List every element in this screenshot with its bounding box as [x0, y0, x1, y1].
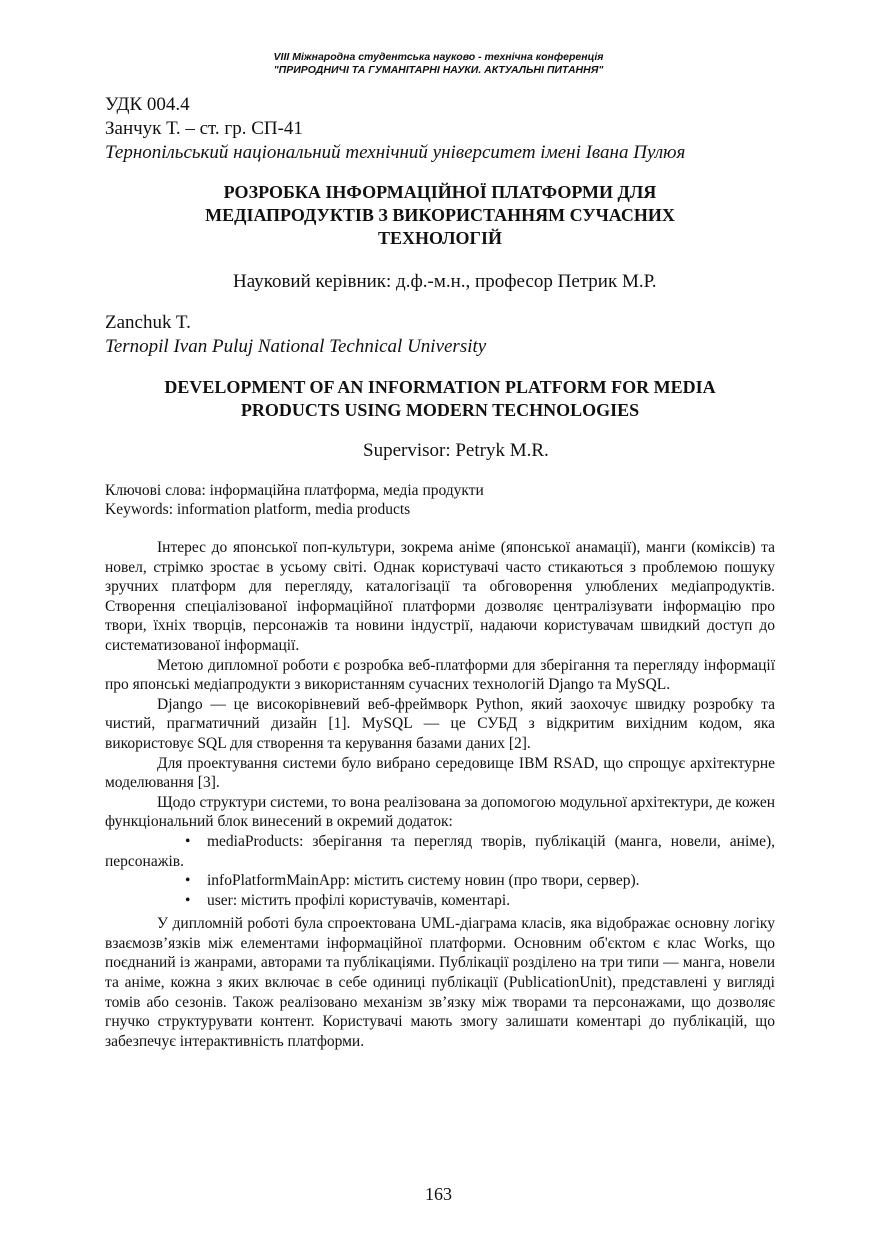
title-ua-line: ТЕХНОЛОГІЙ [378, 228, 502, 248]
university-en: Ternopil Ivan Puluj National Technical University [105, 336, 487, 357]
body-paragraph: У дипломній роботі була спроектована UML-діаграма класів, яка відображає основну логіку взаємозв’язків між елементами інформаційної платформи. Основним об'єктом є клас Works, що поєднаний із жанрами, авторами та публікаціями. Публікації розділено на три типи — манга, новели та аніме, кожна з яких включає в себе одиниці публікації (PublicationUnit), представлені у вигляді томів або сезонів. Також реалізовано механізм зв’язку між творами та персонажами, що дозволяє гнучко структурувати контент. Користувачі мають змогу залишати коментарі до публікацій, що забезпечує інтерактивність платформи. [105, 915, 775, 1050]
article-body [105, 538, 775, 1051]
conference-header [0, 51, 877, 77]
body-paragraph: Django — це високорівневий веб-фреймворк Python, який заохочує швидку розробку та чистий, прагматичний дизайн [1]. MySQL — це СУБД з відкритим вихідним кодом, яка використовує SQL для створення та керування базами даних [2]. [105, 695, 775, 752]
module-list [105, 832, 775, 910]
body-paragraph: Щодо структури системи, то вона реалізована за допомогою модульної архітектури, де кожен функціональний блок винесений в окремий додаток: [105, 793, 775, 831]
author-en: Zanchuk T. [105, 312, 191, 333]
list-item [105, 891, 775, 911]
page-number: 163 [425, 1184, 452, 1204]
author-ua: Занчук Т. – ст. гр. СП-41 [105, 118, 303, 139]
conference-theme: "ПРИРОДНИЧІ ТА ГУМАНІТАРНІ НАУКИ. АКТУАЛЬНІ ПИТАННЯ" [273, 64, 604, 76]
title-ua [105, 181, 775, 250]
bullet-icon: • [185, 872, 191, 890]
supervisor-en: Supervisor: Petryk M.R. [363, 440, 549, 461]
supervisor-ua: Науковий керівник: д.ф.-м.н., професор Петрик М.Р. [233, 271, 657, 292]
body-paragraph: Інтерес до японської поп-культури, зокрема аніме (японської анамації), манги (коміксів) та новел, стрімко зростає в усьому світі. Однак користувачі часто стикаються з проблемою пошуку зручних платформ для перегляду, каталогізації та обговорення улюблених медіапродуктів. Створення спеціалізованої інформаційної платформи дозволяє централізувати інформацію про твори, їхніх творців, персонажів та новини індустрії, надаючи користувачам швидкий доступ до систематизованої інформації. [105, 539, 775, 654]
list-item-text: user: містить профілі користувачів, коментарі. [207, 891, 511, 909]
body-paragraph: Метою дипломної роботи є розробка веб-платформи для зберігання та перегляду інформації про японські медіапродукти з використанням сучасних технологій Django та MySQL. [105, 656, 775, 694]
list-item [105, 832, 775, 871]
list-item [105, 871, 775, 891]
title-ua-line: МЕДІАПРОДУКТІВ З ВИКОРИСТАННЯМ СУЧАСНИХ [205, 205, 675, 225]
keywords-en: Keywords: information platform, media products [105, 501, 411, 518]
conference-name: VIII Міжнародна студентська науково - технічна конференція [273, 51, 604, 63]
keywords-ua: Ключові слова: інформаційна платформа, медіа продукти [105, 482, 484, 499]
body-paragraph: Для проектування системи було вибрано середовище IBM RSAD, що спрощує архітектурне моделювання [3]. [105, 754, 775, 792]
title-ua-line: РОЗРОБКА ІНФОРМАЦІЙНОЇ ПЛАТФОРМИ ДЛЯ [223, 182, 657, 202]
udk-code: УДК 004.4 [105, 94, 190, 115]
university-ua: Тернопільський національний технічний університет імені Івана Пулюя [105, 142, 686, 163]
bullet-icon: • [185, 891, 191, 909]
title-en-line: PRODUCTS USING MODERN TECHNOLOGIES [240, 400, 640, 420]
title-en [105, 376, 775, 422]
title-en-line: DEVELOPMENT OF AN INFORMATION PLATFORM FOR MEDIA [164, 377, 716, 397]
bullet-icon: • [185, 832, 191, 850]
list-item-text: infoPlatformMainApp: містить систему новин (про твори, сервер). [207, 872, 640, 890]
list-item-text: mediaProducts: зберігання та перегляд творів, публікацій (манга, новели, аніме), персонажів. [105, 832, 775, 870]
